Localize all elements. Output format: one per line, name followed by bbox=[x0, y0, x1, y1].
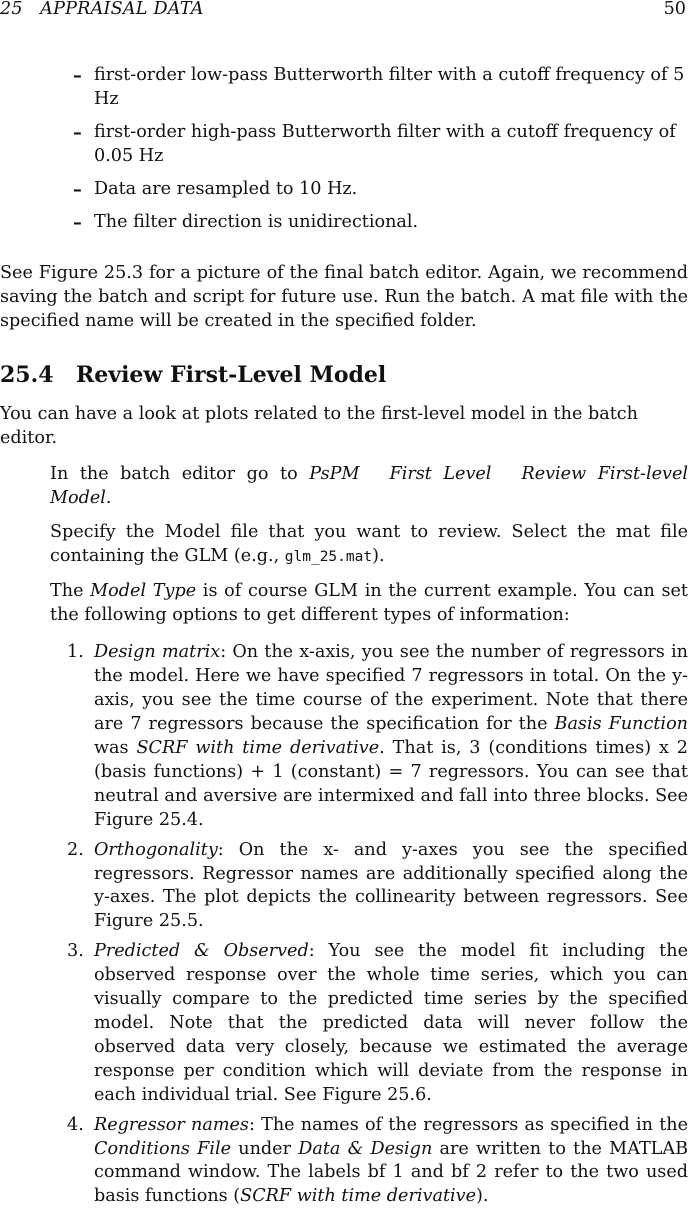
list-item: – first-order low-pass Butterworth filter with a cutoff frequency of 5 Hz bbox=[73, 65, 685, 109]
list-item: – Data are resampled to 10 Hz. bbox=[73, 178, 358, 200]
menu-path-first-level: First Level bbox=[389, 463, 492, 484]
instruction-block bbox=[0, 463, 688, 627]
section-heading bbox=[0, 362, 688, 388]
menu-path-pspm: PsPM bbox=[309, 463, 360, 484]
step-navigate: In the batch editor go to PsPM First Level Review First-level Model. bbox=[50, 463, 688, 508]
batch-paragraph: See Figure 25.3 for a picture of the final batch editor. Again, we recommend saving the batch and script for future use. Run the batch. A mat file with the specified name will be created in the specified folder. bbox=[0, 263, 688, 332]
list-item: – first-order high-pass Butterworth filter with a cutoff frequency of 0.05 Hz bbox=[73, 121, 676, 166]
list-item-orthogonality: 2. Orthogonality: On the x- and y-axes you see the specified regressors. Regressor names are additionally specified along the y-axes. The plot depicts the collinearity between regressors. See Figure 25.5. bbox=[67, 839, 688, 932]
page-body bbox=[0, 64, 688, 1215]
page-number: 50 bbox=[663, 0, 686, 19]
list-item-design-matrix: 1. Design matrix: On the x-axis, you see the number of regressors in the model. Here we have specified 7 regressors in total. On the y-axis, you see the time course of the experiment. Note that there are 7 regressors because the specification for the Basis Function was SCRF with time derivative. That is, 3 (conditions times) x 2 (basis functions) + 1 (constant) = 7 regressors. You can see that neutral and aversive are intermixed and fall into three blocks. See Figure 25.4. bbox=[67, 642, 688, 830]
intro-paragraph: You can have a look at plots related to the first-level model in the batch editor. bbox=[0, 404, 638, 449]
filter-settings-list bbox=[0, 64, 688, 234]
running-header-title: 25 APPRAISAL DATA bbox=[0, 0, 204, 19]
model-options-list bbox=[0, 641, 688, 1209]
code-filename: glm_25.mat bbox=[284, 548, 373, 565]
section-number: 25.4 bbox=[0, 362, 54, 389]
menu-path-review: Review First-level Model bbox=[50, 463, 688, 508]
list-item: – The filter direction is unidirectional. bbox=[73, 211, 419, 233]
list-item-predicted-observed: 3. Predicted & Observed: You see the model fit including the observed response over the whole time series, which you can visually compare to the predicted time series by the specified model. Note that the predicted data will never follow the observed data very closely, because we estimated the average response per condition which will deviate from the response in each individual trial. See Figure 25.6. bbox=[67, 941, 688, 1105]
list-item-regressor-names: 4. Regressor names: The names of the regressors as specified in the Conditions File under Data & Design are written to the MATLAB command window. The labels bf 1 and bf 2 refer to the two used basis functions (SCRF with time derivative). bbox=[67, 1114, 688, 1207]
step-model-file: Specify the Model file that you want to review. Select the mat file containing the GLM (e.g., glm_25.mat). bbox=[50, 521, 688, 566]
page-header bbox=[0, 0, 688, 24]
section-title: Review First-Level Model bbox=[76, 362, 387, 389]
step-model-type: The Model Type is of course GLM in the current example. You can set the following options to get different types of information: bbox=[50, 580, 688, 625]
